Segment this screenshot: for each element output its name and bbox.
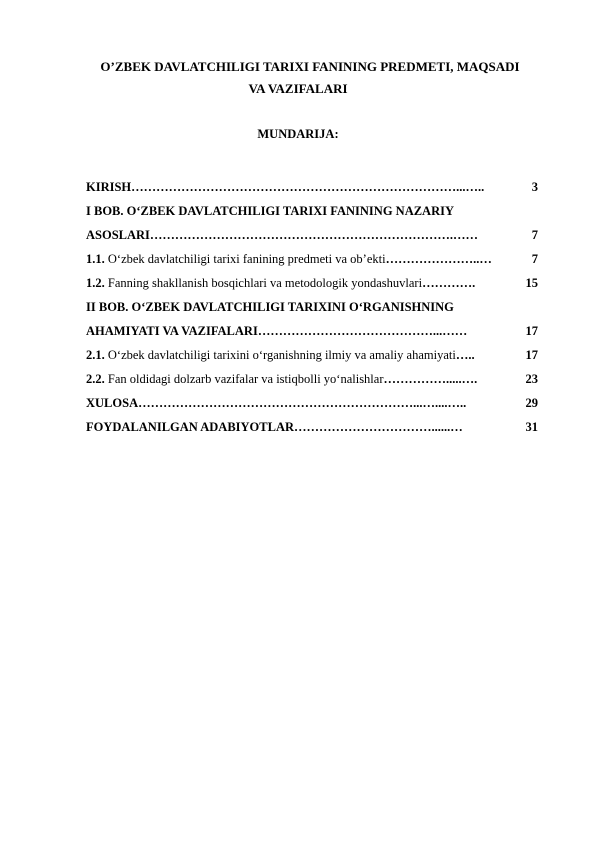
toc-page-number: 7 (531, 228, 538, 242)
toc-entry-kirish (86, 180, 538, 195)
toc-leader-dots: ….. (455, 348, 475, 362)
toc-page-number: 23 (525, 372, 538, 386)
toc-leader-dots: ……………………………………………………………….…… (149, 228, 479, 242)
toc-leader-dots: …………………..… (385, 252, 492, 266)
toc-entry-label: Fanning shakllanish bosqichlari va metodologik yondashuvlari (104, 276, 423, 290)
document-title-line-2: VA VAZIFALARI (248, 81, 348, 96)
toc-entry-references (86, 420, 538, 435)
toc-entry-label: AHAMIYATI VA VAZIFALARI (86, 324, 258, 338)
toc-leader-dots: ……………………………......… (294, 420, 463, 434)
toc-page-number: 29 (525, 396, 538, 410)
toc-leader-dots: …………….....…. (383, 372, 478, 386)
toc-entry-label: O‘zbek davlatchiligi tarixini o‘rganishning ilmiy va amaliy ahamiyati (104, 348, 456, 362)
toc-section-number: 2.2. (86, 372, 105, 386)
toc-entry-chapter-2 (86, 324, 538, 339)
toc-entry-section-1-1 (86, 252, 538, 267)
toc-section-number: 2.1. (86, 348, 105, 362)
toc-entry-label: Fan oldidagi dolzarb vazifalar va istiqbolli yo‘nalishlar (104, 372, 384, 386)
toc-entry-label: O‘zbek davlatchiligi tarixi fanining predmeti va ob’ekti (104, 252, 386, 266)
toc-entry-xulosa (86, 396, 538, 411)
toc-chapter-1-title: I BOB. O‘ZBEK DAVLATCHILIGI TARIXI FANINING NAZARIY (86, 204, 455, 218)
toc-section-number: 1.1. (86, 252, 105, 266)
document-title-line-1: O’ZBEK DAVLATCHILIGI TARIXI FANINING PREDMETI, MAQSADI (100, 59, 520, 74)
toc-entry-section-2-1 (86, 348, 538, 363)
toc-leader-dots: ……………………………………………………………………...….. (131, 180, 485, 194)
toc-leader-dots: …………. (422, 276, 476, 290)
toc-page-number: 17 (525, 324, 538, 338)
toc-page-number: 3 (531, 180, 538, 194)
contents-heading: MUNDARIJA: (257, 127, 339, 141)
toc-entry-label: KIRISH (86, 180, 132, 194)
toc-entry-label: ASOSLARI (86, 228, 150, 242)
toc-chapter-2-title: II BOB. O‘ZBEK DAVLATCHILIGI TARIXINI O‘RGANISHNING (86, 300, 454, 314)
toc-page-number: 15 (525, 276, 538, 290)
toc-page-number: 17 (525, 348, 538, 362)
toc-page-number: 31 (525, 420, 538, 434)
toc-entry-label: FOYDALANILGAN ADABIYOTLAR (86, 420, 295, 434)
toc-section-number: 1.2. (86, 276, 105, 290)
toc-leader-dots: ……………………………………...…… (257, 324, 468, 338)
toc-entry-chapter-1 (86, 228, 538, 243)
toc-page-number: 7 (531, 252, 538, 266)
toc-entry-label: XULOSA (86, 396, 139, 410)
toc-leader-dots: …………………………………………………………...…....….. (138, 396, 467, 410)
toc-entry-section-2-2 (86, 372, 538, 387)
toc-entry-section-1-2 (86, 276, 538, 291)
